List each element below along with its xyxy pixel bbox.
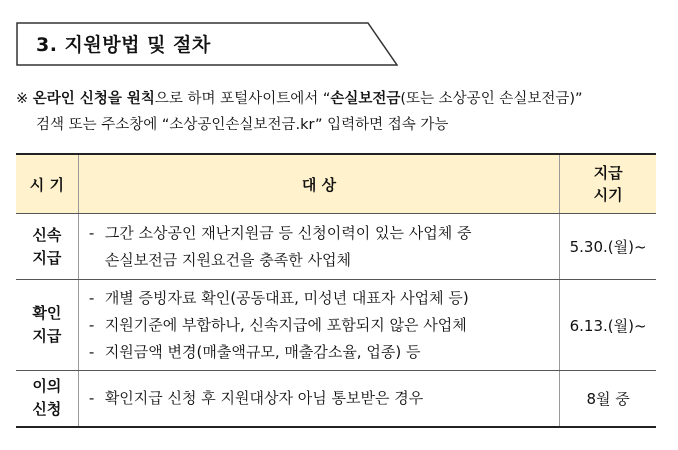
pay-cell: 5.30.(월)~	[560, 214, 656, 280]
section-title: 3. 지원방법 및 절차	[36, 34, 211, 56]
time-cell	[16, 214, 78, 280]
table-row	[16, 214, 656, 280]
target-list	[89, 385, 559, 412]
target-list	[89, 285, 559, 366]
time-label-line1: 확인	[32, 304, 62, 322]
list-item: - 지원기준에 부합하나, 신속지급에 포함되지 않은 사업체	[89, 312, 559, 339]
time-label-line1: 이의	[32, 377, 62, 396]
target-cell	[78, 371, 559, 427]
list-item-continuation: 손실보전금 지원요건을 충족한 사업체	[104, 250, 351, 269]
target-cell	[78, 280, 559, 371]
table-row	[16, 371, 656, 427]
header-target: 대 상	[78, 154, 559, 214]
notice-emphasis-keyword: 손실보전금	[330, 91, 401, 107]
list-item: - 그간 소상공인 재난지원금 등 신청이력이 있는 사업체 중	[89, 220, 559, 247]
procedure-table	[16, 153, 656, 428]
time-label-line2: 지급	[32, 327, 62, 345]
section-heading	[16, 22, 398, 66]
pay-cell: 6.13.(월)~	[560, 280, 656, 371]
time-label-line1: 신속	[32, 225, 62, 244]
list-item: - 개별 증빙자료 확인(공동대표, 미성년 대표자 사업체 등)	[89, 285, 559, 312]
time-cell	[16, 280, 78, 371]
notice-line-2: 검색 또는 주소창에 “소상공인손실보전금.kr” 입력하면 접속 가능	[36, 117, 449, 133]
notice-text-end: (또는 소상공인 손실보전금)”	[400, 91, 583, 107]
list-item: - 확인지급 신청 후 지원대상자 아님 통보받은 경우	[89, 385, 559, 412]
header-pay-line1: 지급	[593, 164, 623, 182]
table-header-row	[16, 154, 656, 214]
target-cell	[78, 214, 559, 280]
notice-emphasis-online: 온라인 신청을 원칙	[32, 91, 155, 107]
time-cell	[16, 371, 78, 427]
header-pay	[560, 154, 656, 214]
header-pay-line2: 시기	[593, 186, 623, 204]
time-label-line2: 지급	[32, 248, 62, 267]
pay-cell: 8월 중	[560, 371, 656, 427]
header-time: 시 기	[16, 154, 78, 214]
table-row	[16, 280, 656, 371]
notice-mark: ※	[16, 91, 29, 107]
notice-text-mid: 으로 하며 포털사이트에서 “	[154, 91, 331, 107]
target-list	[89, 220, 559, 247]
time-label-line2: 신청	[32, 400, 62, 419]
notice-text	[16, 86, 666, 138]
notice-line-1	[16, 86, 666, 112]
list-item: - 지원금액 변경(매출액규모, 매출감소율, 업종) 등	[89, 339, 559, 366]
